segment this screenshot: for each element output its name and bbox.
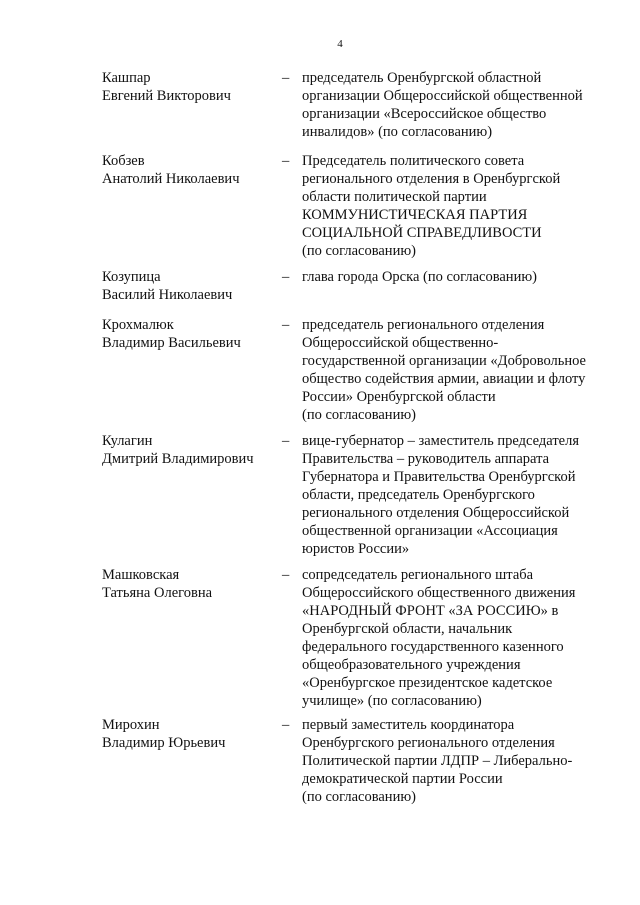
member-surname: Кулагин [102, 433, 153, 449]
member-name [102, 152, 292, 188]
position-line: общеобразовательного учреждения [302, 657, 521, 673]
position-line: общество содействия армии, авиации и флоту [302, 371, 586, 387]
position-line: России» Оренбургской области [302, 389, 496, 405]
member-surname: Кобзев [102, 153, 145, 169]
member-surname: Машковская [102, 567, 180, 583]
member-surname: Крохмалюк [102, 317, 174, 333]
position-line: Оренбургской области, начальник [302, 621, 513, 637]
position-line: демократической партии России [302, 771, 503, 787]
member-name [102, 716, 292, 752]
position-line: сопредседатель регионального штаба [302, 567, 534, 583]
position-line: председатель регионального отделения [302, 317, 545, 333]
member-given-names: Василий Николаевич [102, 287, 233, 303]
position-line: юристов России» [302, 541, 410, 557]
dash-separator: – [282, 317, 290, 333]
position-line: СОЦИАЛЬНОЙ СПРАВЕДЛИВОСТИ [302, 225, 542, 241]
member-surname: Кашпар [102, 70, 151, 86]
dash-separator: – [282, 567, 290, 583]
member-given-names: Владимир Васильевич [102, 335, 241, 351]
position-line: вице-губернатор – заместитель председателя [302, 433, 579, 449]
member-position [302, 268, 602, 286]
position-line: государственной организации «Добровольное [302, 353, 586, 369]
position-line: председатель Оренбургской областной [302, 70, 542, 86]
member-name [102, 432, 292, 468]
position-line: регионального отделения Общероссийской [302, 505, 570, 521]
position-line: области, председатель Оренбургского [302, 487, 535, 503]
member-given-names: Владимир Юрьевич [102, 735, 226, 751]
position-line: организации «Всероссийское общество [302, 106, 547, 122]
position-line: Оренбургского регионального отделения [302, 735, 555, 751]
position-line: «Оренбургское президентское кадетское [302, 675, 553, 691]
position-line: (по согласованию) [302, 243, 416, 259]
position-line: КОММУНИСТИЧЕСКАЯ ПАРТИЯ [302, 207, 528, 223]
dash-separator: – [282, 433, 290, 449]
member-given-names: Татьяна Олеговна [102, 585, 213, 601]
member-position [302, 316, 602, 424]
member-surname: Мирохин [102, 717, 160, 733]
position-line: Правительства – руководитель аппарата [302, 451, 550, 467]
member-given-names: Дмитрий Владимирович [102, 451, 254, 467]
position-line: общественной организации «Ассоциация [302, 523, 558, 539]
dash-separator: – [282, 153, 290, 169]
member-position [302, 566, 602, 710]
position-line: «НАРОДНЫЙ ФРОНТ «ЗА РОССИЮ» в [302, 603, 559, 619]
member-name [102, 268, 292, 304]
page-number: 4 [337, 38, 343, 50]
member-given-names: Анатолий Николаевич [102, 171, 240, 187]
position-line: (по согласованию) [302, 789, 416, 805]
position-line: первый заместитель координатора [302, 717, 515, 733]
position-line: Политической партии ЛДПР – Либерально- [302, 753, 573, 769]
position-line: инвалидов» (по согласованию) [302, 124, 493, 140]
position-line: области политической партии [302, 189, 487, 205]
member-name [102, 566, 292, 602]
member-position [302, 716, 602, 806]
position-line: глава города Орска (по согласованию) [302, 269, 537, 285]
dash-separator: – [282, 269, 290, 285]
position-line: Губернатора и Правительства Оренбургской [302, 469, 576, 485]
position-line: регионального отделения в Оренбургской [302, 171, 561, 187]
dash-separator: – [282, 717, 290, 733]
position-line: организации Общероссийской общественной [302, 88, 583, 104]
position-line: училище» (по согласованию) [302, 693, 482, 709]
dash-separator: – [282, 70, 290, 86]
member-name [102, 316, 292, 352]
member-name [102, 69, 292, 105]
member-position [302, 69, 602, 141]
member-surname: Козупица [102, 269, 161, 285]
member-position [302, 152, 602, 260]
position-line: Общероссийской общественно- [302, 335, 499, 351]
member-given-names: Евгений Викторович [102, 88, 231, 104]
position-line: (по согласованию) [302, 407, 416, 423]
position-line: федерального государственного казенного [302, 639, 564, 655]
member-position [302, 432, 602, 558]
position-line: Общероссийского общественного движения [302, 585, 576, 601]
position-line: Председатель политического совета [302, 153, 525, 169]
